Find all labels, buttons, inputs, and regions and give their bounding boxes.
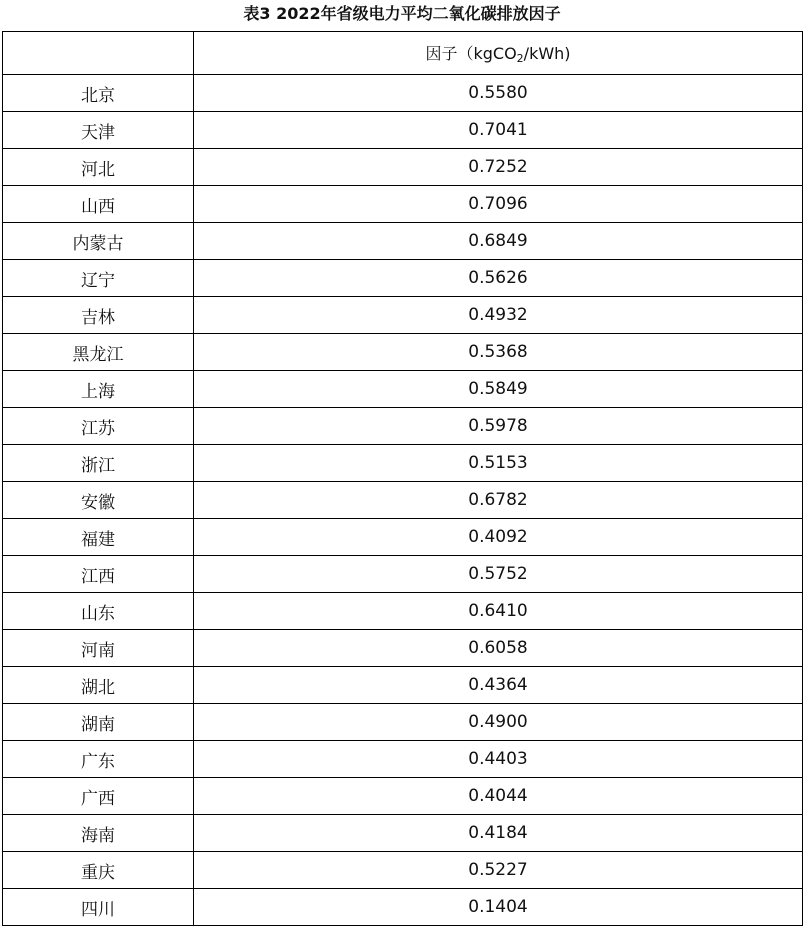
province-cell: 四川: [3, 889, 194, 926]
factor-cell: 0.4184: [194, 815, 803, 852]
factor-cell: 0.4092: [194, 519, 803, 556]
factor-cell: 0.5227: [194, 852, 803, 889]
province-cell: 江西: [3, 556, 194, 593]
factor-cell: 0.6849: [194, 223, 803, 260]
province-cell: 江苏: [3, 408, 194, 445]
province-cell: 内蒙古: [3, 223, 194, 260]
province-cell: 福建: [3, 519, 194, 556]
province-cell: 河北: [3, 149, 194, 186]
factor-cell: 0.5978: [194, 408, 803, 445]
table-row: [3, 852, 803, 889]
table-row: [3, 630, 803, 667]
header-province-cell: [3, 32, 194, 75]
province-cell: 广西: [3, 778, 194, 815]
header-factor-subscript: 2: [516, 52, 524, 65]
factor-cell: 0.4044: [194, 778, 803, 815]
header-factor-cell: [194, 32, 803, 75]
province-cell: 河南: [3, 630, 194, 667]
table-row: [3, 334, 803, 371]
header-factor-suffix: /kWh): [523, 44, 571, 63]
province-cell: 山西: [3, 186, 194, 223]
factor-cell: 0.6058: [194, 630, 803, 667]
table-row: [3, 815, 803, 852]
table-row: [3, 223, 803, 260]
table-row: [3, 371, 803, 408]
table-row: [3, 112, 803, 149]
province-cell: 吉林: [3, 297, 194, 334]
table-row: [3, 149, 803, 186]
factor-cell: 0.1404: [194, 889, 803, 926]
factor-cell: 0.7096: [194, 186, 803, 223]
table-row: [3, 519, 803, 556]
emission-factor-table: [2, 31, 803, 926]
table-row: [3, 445, 803, 482]
province-cell: 辽宁: [3, 260, 194, 297]
factor-cell: 0.6410: [194, 593, 803, 630]
province-cell: 山东: [3, 593, 194, 630]
table-row: [3, 260, 803, 297]
table-caption: 表3 2022年省级电力平均二氧化碳排放因子: [243, 4, 561, 23]
province-cell: 上海: [3, 371, 194, 408]
province-cell: 浙江: [3, 445, 194, 482]
province-cell: 湖南: [3, 704, 194, 741]
header-factor-prefix: 因子（kgCO: [425, 44, 517, 63]
province-cell: 北京: [3, 75, 194, 112]
table-row: [3, 593, 803, 630]
table-row: [3, 556, 803, 593]
province-cell: 天津: [3, 112, 194, 149]
factor-cell: 0.4403: [194, 741, 803, 778]
factor-cell: 0.7041: [194, 112, 803, 149]
table-row: [3, 482, 803, 519]
table-row: [3, 704, 803, 741]
factor-cell: 0.5580: [194, 75, 803, 112]
factor-cell: 0.4932: [194, 297, 803, 334]
table-row: [3, 186, 803, 223]
factor-cell: 0.7252: [194, 149, 803, 186]
province-cell: 广东: [3, 741, 194, 778]
table-row: [3, 297, 803, 334]
table-row: [3, 667, 803, 704]
factor-cell: 0.5752: [194, 556, 803, 593]
table-row: [3, 778, 803, 815]
factor-cell: 0.5368: [194, 334, 803, 371]
table-row: [3, 741, 803, 778]
province-cell: 海南: [3, 815, 194, 852]
province-cell: 黑龙江: [3, 334, 194, 371]
factor-cell: 0.4364: [194, 667, 803, 704]
table-row: [3, 889, 803, 926]
table-row: [3, 408, 803, 445]
province-cell: 安徽: [3, 482, 194, 519]
table-header-row: [3, 32, 803, 75]
factor-cell: 0.5626: [194, 260, 803, 297]
table-body: [3, 32, 803, 926]
province-cell: 湖北: [3, 667, 194, 704]
factor-cell: 0.5849: [194, 371, 803, 408]
table-row: [3, 75, 803, 112]
factor-cell: 0.6782: [194, 482, 803, 519]
province-cell: 重庆: [3, 852, 194, 889]
factor-cell: 0.4900: [194, 704, 803, 741]
factor-cell: 0.5153: [194, 445, 803, 482]
